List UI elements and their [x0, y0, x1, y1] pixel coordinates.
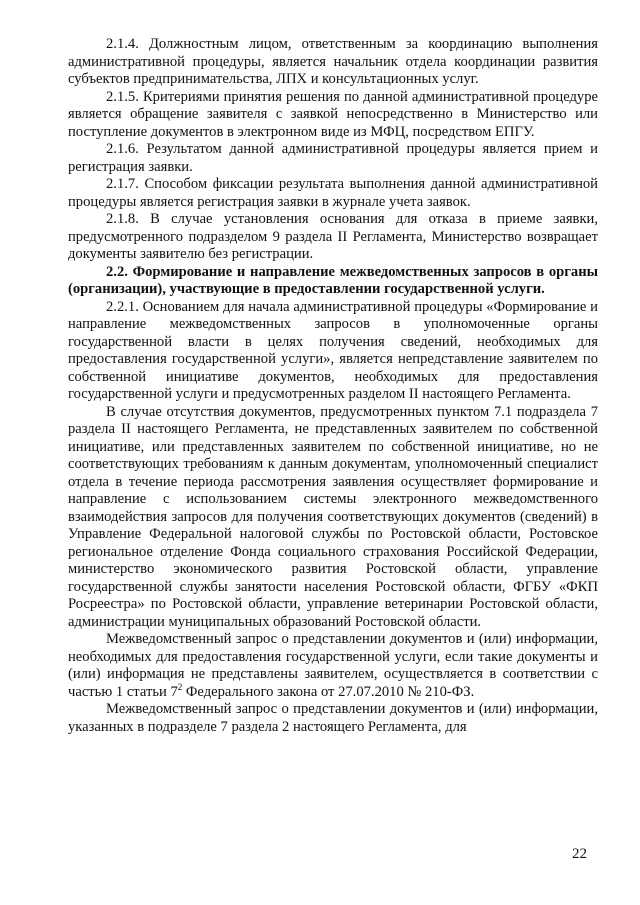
- section-heading-2-2: 2.2. Формирование и направление межведомственных запросов в органы (организации), участвующие в предоставлении государственной услуги.: [68, 263, 598, 297]
- paragraph-2-1-6: 2.1.6. Результатом данной административной процедуры является прием и регистрация заявки.: [68, 141, 598, 175]
- document-page: [68, 36, 598, 736]
- interagency-request-text: Межведомственный запрос о представлении документов и (или) информации, необходимых для предоставления государственной услуги, если такие документы и (или) информация не представлены заявителем, осуществляется в соответствии с частью 1 статьи 7: [68, 631, 598, 700]
- paragraph-2-2-1: 2.2.1. Основанием для начала административной процедуры «Формирование и направление межведомственных запросов в уполномоченные органы государственной власти в целях получения сведений, необходимых для предоставления государственной услуги», является непредставление заявителем по собственной инициативе документов, необходимых для предоставления государственной услуги и предусмотренных разделом II настоящего Регламента.: [68, 298, 598, 402]
- paragraph-2-1-5: 2.1.5. Критериями принятия решения по данной административной процедуре является обращение заявителя с заявкой непосредственно в Министерство или поступление документов в электронном виде из МФЦ, посредством ЕПГУ.: [68, 88, 598, 140]
- paragraph-2-1-8: 2.1.8. В случае установления основания для отказа в приеме заявки, предусмотренного подразделом 9 раздела II Регламента, Министерство возвращает документы заявителю без регистрации.: [68, 211, 598, 262]
- article-superscript: 2: [177, 681, 183, 692]
- paragraph-2-1-4: 2.1.4. Должностным лицом, ответственным за координацию выполнения административной процедуры, является начальник отдела координации развития субъектов предпринимательства, ЛПХ и консультационных услуг.: [68, 36, 598, 87]
- paragraph-interagency-request: [68, 631, 598, 701]
- paragraph-interagency-request-continued: Межведомственный запрос о представлении документов и (или) информации, указанных в подразделе 7 раздела 2 настоящего Регламента, для: [68, 701, 598, 735]
- law-reference-text: Федерального закона от 27.07.2010 № 210-ФЗ.: [182, 683, 475, 700]
- paragraph-absence-of-documents: В случае отсутствия документов, предусмотренных пунктом 7.1 подраздела 7 раздела II настоящего Регламента, не представленных заявителем по собственной инициативе, или представленных заявителем по собственной инициативе, но не соответствующих требованиям к данным документам, уполномоченный специалист отдела в течение периода рассмотрения заявления осуществляет формирование и направление с использованием системы электронного межведомственного взаимодействия запросов для получения соответствующих документов (сведений) в Управление Федеральной налоговой службы по Ростовской области, Ростовское региональное отделение Фонда социального страхования Российской Федерации, министерство экономического развития Ростовской области, управление государственной службы занятости населения Ростовской области, ФГБУ «ФКП Росреестра» по Ростовской области, управление ветеринарии Ростовской области, администрации муниципальных образований Ростовской области.: [68, 403, 598, 630]
- paragraph-2-1-7: 2.1.7. Способом фиксации результата выполнения данной административной процедуры является регистрация заявки в журнале учета заявок.: [68, 176, 598, 210]
- page-number: 22: [572, 846, 587, 862]
